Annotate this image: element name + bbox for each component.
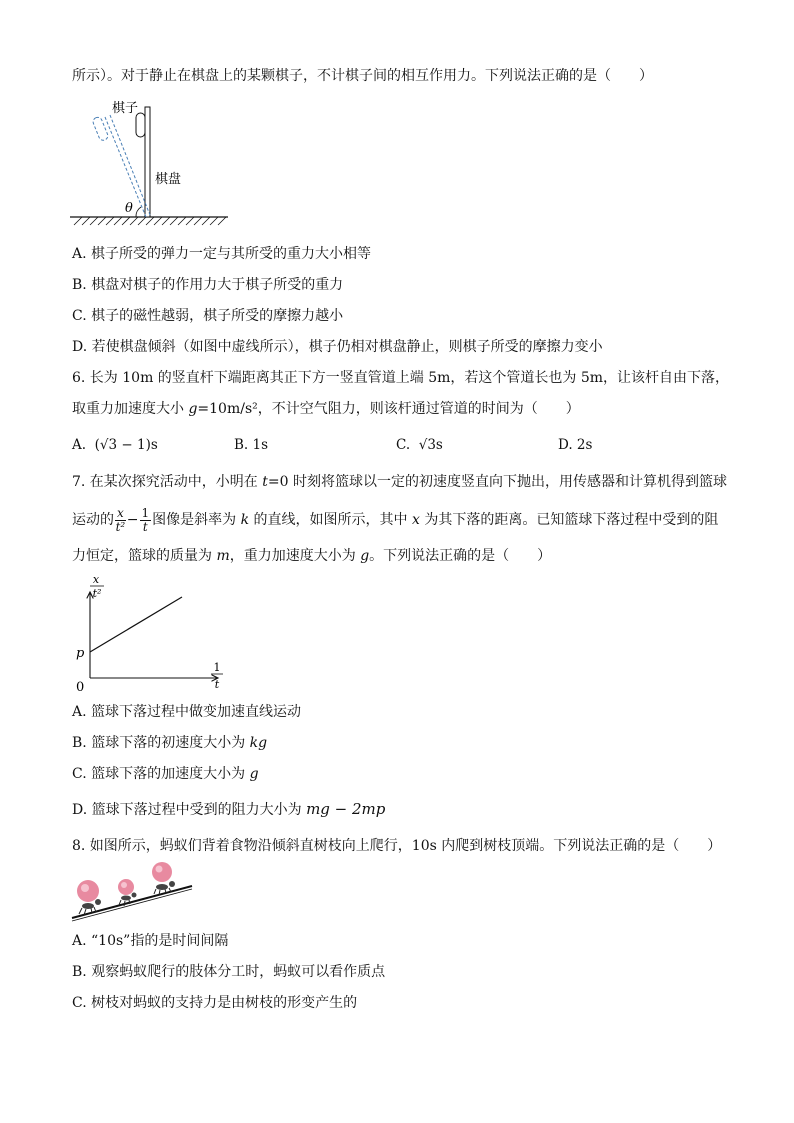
q8-stem: 8. 如图所示，蚂蚁们背着食物沿倾斜直树枝向上爬行，10s 内爬到树枝顶端。下列说法正确的是（ ） [72,838,722,854]
q6-option-b: B. 1s [234,437,269,453]
q6-stem-line2: 取重力加速度大小 g=10m/s²，不计空气阻力，则该杆通过管道的时间为（ ） [72,401,580,417]
x-over-t2-vs-1-over-t-graph [70,570,230,695]
q5-stem: 所示）。对于静止在棋盘上的某颗棋子，不计棋子间的相互作用力。下列说法正确的是（ ） [72,68,653,84]
q5-option-b: B. 棋盘对棋子的作用力大于棋子所受的重力 [72,277,344,293]
board-label: 棋盘 [155,172,182,187]
chessboard-figure [70,95,230,230]
q6-stem-line1: 6. 长为 10m 的竖直杆下端距离其正下方一竖直管道上端 5m，若这个管道长也为 5m，让该杆自由下落， [72,370,730,386]
q8-option-c: C. 树枝对蚂蚁的支持力是由树枝的形变产生的 [72,995,358,1011]
q7-stem-line1: 7. 在某次探究活动中，小明在 t=0 时刻将篮球以一定的初速度竖直向下抛出，用传感器和计算机得到篮球 [72,474,727,490]
q5-option-c: C. 棋子的磁性越弱，棋子所受的摩擦力越小 [72,308,344,324]
x-axis-label-den: t [214,678,220,691]
q8-option-b: B. 观察蚂蚁爬行的肢体分工时，蚂蚁可以看作质点 [72,964,386,980]
q5-option-d: D. 若使棋盘倾斜（如图中虚线所示），棋子仍相对棋盘静止，则棋子所受的摩擦力变小 [72,339,603,355]
q6-option-c: C. √3s [396,437,443,453]
q5-option-a: A. 棋子所受的弹力一定与其所受的重力大小相等 [72,246,372,262]
theta-label: θ [125,201,133,216]
x-axis-label-num: 1 [213,661,221,674]
q6-option-d: D. 2s [558,437,593,453]
y-axis-label-den: t² [92,587,102,600]
fraction-1-over-t: $\frac{1}{t}$ [141,505,150,534]
intercept-p-label: p [76,646,85,661]
graph-line [90,597,182,652]
ant-1 [77,880,101,915]
ant-3 [152,862,175,895]
q7-stem-line3: 力恒定，篮球的质量为 m，重力加速度大小为 g。下列说法正确的是（ ） [72,548,552,564]
ants-on-branch-figure [68,860,198,925]
piece-label: 棋子 [112,101,139,116]
origin-label: 0 [76,680,85,695]
q7-option-a: A. 篮球下落过程中做变加速直线运动 [72,704,302,720]
q6-option-a: A. (√3 − 1)s [72,437,158,453]
fraction-x-over-t2: $\frac{x}{\text{t²}}$ [115,505,126,534]
q7-stem-line2: 运动的 $\frac{x}{\text{t²}}$ − $\frac{1}{t}$ 图像是斜率为 k 的直线，如图所示，其中 x 为其下落的距离。已知篮球下落过程中受到的阻 [72,505,719,534]
q7-option-b: B. 篮球下落的初速度大小为 kg [72,735,268,751]
y-axis-label-num: x [92,573,100,586]
q7-option-d: D. 篮球下落过程中受到的阻力大小为 mg − 2mp [72,800,386,818]
q8-option-a: A. “10s”指的是时间间隔 [72,933,229,949]
q7-option-c: C. 篮球下落的加速度大小为 g [72,766,259,782]
